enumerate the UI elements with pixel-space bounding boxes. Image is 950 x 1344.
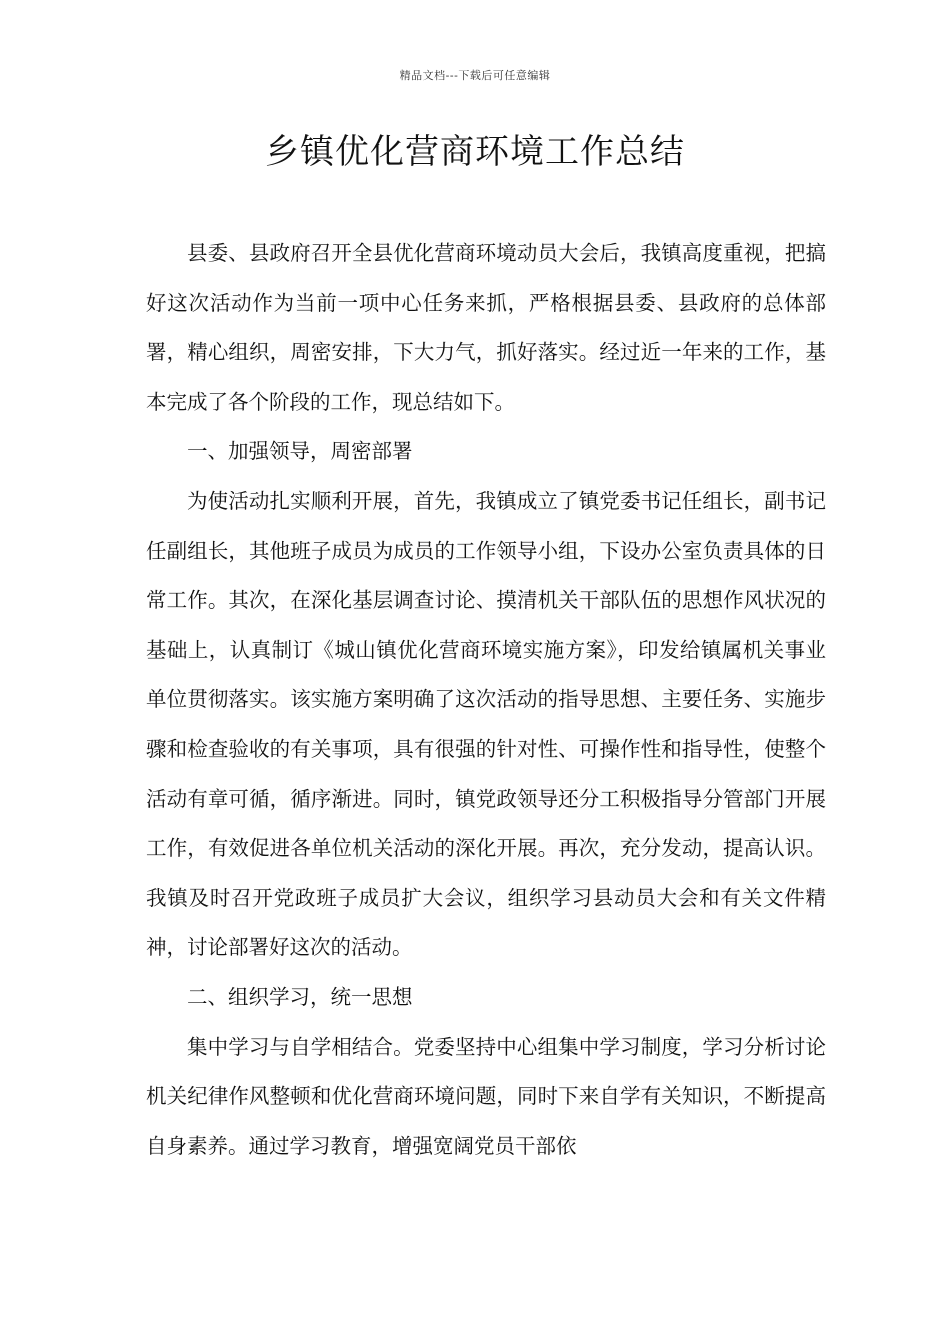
header-note: 精品文档---下载后可任意编辑	[399, 69, 551, 82]
paragraph-section-1: 为使活动扎实顺利开展，首先，我镇成立了镇党委书记任组长，副书记任副组长，其他班子成员为成员的工作领导小组，下设办公室负责具体的日常工作。其次，在深化基层调查讨论、摸清机关干部队伍的思想作风状况的基础上，认真制订《城山镇优化营商环境实施方案》，印发给镇属机关事业单位贯彻落实。该实施方案明确了这次活动的指导思想、主要任务、实施步骤和检查验收的有关事项，具有很强的针对性、可操作性和指导性，使整个活动有章可循，循序渐进。同时，镇党政领导还分工积极指导分管部门开展工作，有效促进各单位机关活动的深化开展。再次，充分发动，提高认识。我镇及时召开党政班子成员扩大会议，组织学习县动员大会和有关文件精神，讨论部署好这次的活动。	[146, 488, 826, 960]
section-heading-1: 一、加强领导，周密部署	[187, 439, 413, 464]
document-title: 乡镇优化营商环境工作总结	[265, 132, 685, 172]
section-heading-2: 二、组织学习，统一思想	[187, 984, 413, 1009]
document-body	[146, 229, 826, 1171]
paragraph-intro: 县委、县政府召开全县优化营商环境动员大会后，我镇高度重视，把搞好这次活动作为当前一项中心任务来抓，严格根据县委、县政府的总体部署，精心组织，周密安排，下大力气，抓好落实。经过近一年来的工作，基本完成了各个阶段的工作，现总结如下。	[146, 241, 826, 414]
paragraph-section-2: 集中学习与自学相结合。党委坚持中心组集中学习制度，学习分析讨论机关纪律作风整顿和优化营商环境问题，同时下来自学有关知识，不断提高自身素养。通过学习教育，增强宽阔党员干部依	[146, 1034, 826, 1158]
